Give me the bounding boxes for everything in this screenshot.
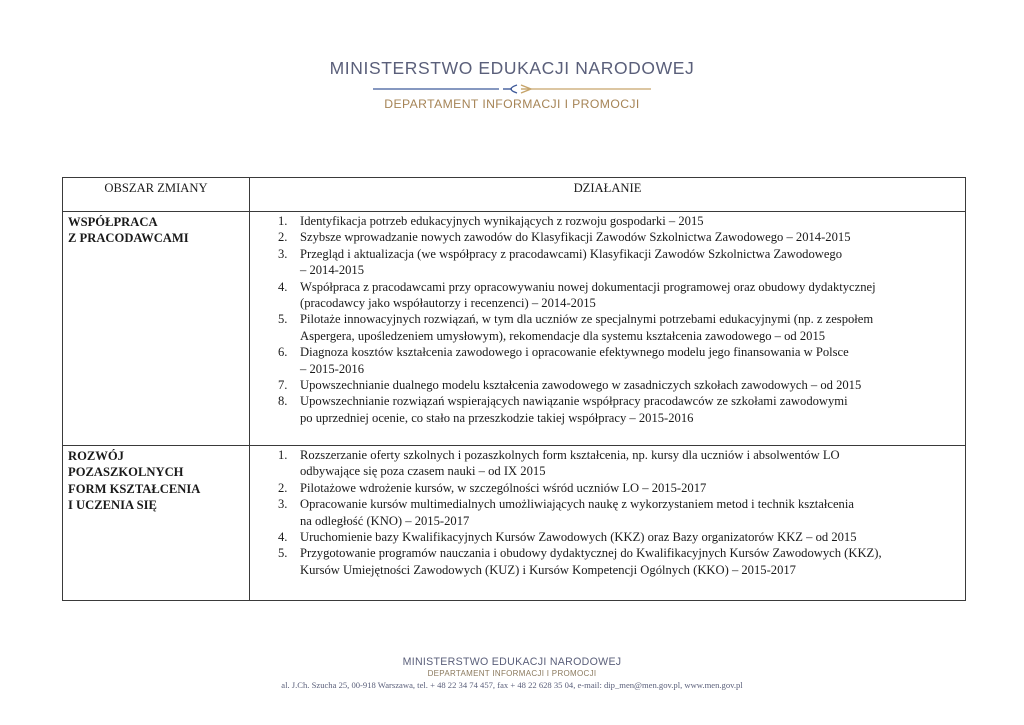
ornament-divider-icon — [371, 83, 653, 95]
area-line: WSPÓŁPRACA — [68, 215, 158, 229]
item-line: (pracodawcy jako współautorzy i recenzenci) – 2014-2015 — [300, 296, 596, 311]
table-row — [63, 446, 966, 601]
actions-cell — [250, 212, 966, 446]
header-area: OBSZAR ZMIANY — [63, 178, 250, 212]
list-item — [258, 480, 959, 496]
item-line: Diagnoza kosztów kształcenia zawodowego i opracowanie efektywnego modelu jego finansowania w Polsce — [300, 345, 849, 360]
item-number: 2. — [278, 230, 288, 245]
area-line: ROZWÓJ — [68, 449, 124, 463]
actions-cell — [250, 446, 966, 601]
item-line: Uruchomienie bazy Kwalifikacyjnych Kursów Zawodowych (KKZ) oraz Bazy organizatorów KKZ – od 2015 — [300, 530, 857, 545]
item-line: Upowszechnianie dualnego modelu kształcenia zawodowego w zasadniczych szkołach zawodowych – od 2015 — [300, 378, 862, 393]
list-item — [258, 311, 959, 344]
list-item — [258, 496, 959, 529]
item-number: 1. — [278, 214, 288, 228]
list-item — [258, 213, 959, 229]
item-number: 3. — [278, 497, 288, 512]
item-line: Opracowanie kursów multimedialnych umożliwiających naukę z wykorzystaniem metod i technik kształcenia — [300, 497, 854, 512]
item-line: Aspergera, upośledzeniem umysłowym), rekomendacje dla systemu kształcenia zawodowego – od 2015 — [300, 328, 826, 343]
area-line: Z PRACODAWCAMI — [68, 231, 189, 246]
list-item — [258, 447, 959, 480]
item-line: Kursów Umiejętności Zawodowych (KUZ) i Kursów Kompetencji Ogólnych (KKO) – 2015-2017 — [300, 562, 796, 577]
table-header-row — [63, 178, 966, 212]
item-line: Rozszerzanie oferty szkolnych i pozaszkolnych form kształcenia, np. kursy dla uczniów i absolwentów LO — [300, 448, 840, 462]
list-item — [258, 246, 959, 279]
list-item — [258, 377, 959, 393]
footer-title: MINISTERSTWO EDUKACJI NARODOWEJ — [402, 656, 622, 668]
item-line: Pilotaże innowacyjnych rozwiązań, w tym dla uczniów ze specjalnymi potrzebami edukacyjnymi (np. z zespołem — [300, 312, 874, 327]
action-list — [258, 447, 959, 578]
item-number: 1. — [278, 448, 288, 462]
item-line: Identyfikacja potrzeb edukacyjnych wynikających z rozwoju gospodarki – 2015 — [300, 214, 704, 228]
changes-table — [62, 177, 966, 601]
item-line: Szybsze wprowadzanie nowych zawodów do Klasyfikacji Zawodów Szkolnictwa Zawodowego – 2014-2015 — [300, 230, 851, 245]
item-number: 4. — [278, 530, 288, 545]
item-number: 6. — [278, 345, 288, 360]
item-number: 8. — [278, 394, 288, 409]
item-number: 7. — [278, 378, 288, 393]
list-item — [258, 344, 959, 377]
ministry-title: MINISTERSTWO EDUKACJI NARODOWEJ — [329, 58, 695, 78]
footer-address: al. J.Ch. Szucha 25, 00-918 Warszawa, tel. + 48 22 34 74 457, fax + 48 22 628 35 04, e-mail: dip_men@men.gov.pl, www.men.gov.pl — [281, 680, 743, 690]
list-item — [258, 279, 959, 312]
area-cell — [63, 212, 250, 446]
department-subtitle: DEPARTAMENT INFORMACJI I PROMOCJI — [384, 97, 640, 111]
item-line: – 2015-2016 — [300, 361, 365, 376]
item-line: Pilotażowe wdrożenie kursów, w szczególności wśród uczniów LO – 2015-2017 — [300, 480, 707, 495]
area-cell — [63, 446, 250, 601]
header-action: DZIAŁANIE — [250, 178, 966, 212]
letterhead — [0, 58, 1024, 111]
area-line: I UCZENIA SIĘ — [68, 498, 157, 513]
item-number: 3. — [278, 246, 288, 261]
footer-subtitle: DEPARTAMENT INFORMACJI I PROMOCJI — [427, 669, 597, 678]
item-line: Upowszechnianie rozwiązań wspierających nawiązanie współpracy pracodawców ze szkołami zawodowymi — [300, 394, 848, 409]
item-line: na odległość (KNO) – 2015-2017 — [300, 513, 470, 528]
list-item — [258, 529, 959, 545]
area-line: FORM KSZTAŁCENIA — [68, 481, 201, 496]
list-item — [258, 545, 959, 578]
item-line: odbywające się poza czasem nauki – od IX 2015 — [300, 464, 546, 479]
area-line: POZASZKOLNYCH — [68, 465, 184, 480]
item-number: 5. — [278, 312, 288, 327]
footer — [0, 656, 1024, 690]
list-item — [258, 393, 959, 426]
item-number: 2. — [278, 480, 288, 495]
item-line: Współpraca z pracodawcami przy opracowywaniu nowej dokumentacji programowej oraz obudowy dydaktycznej — [300, 279, 876, 294]
item-number: 5. — [278, 546, 288, 561]
item-line: po uprzedniej ocenie, co stało na przeszkodzie takiej współpracy – 2015-2016 — [300, 410, 694, 425]
action-list — [258, 213, 959, 426]
item-line: – 2014-2015 — [300, 263, 365, 278]
table-row — [63, 212, 966, 446]
item-line: Przygotowanie programów nauczania i obudowy dydaktycznej do Kwalifikacyjnych Kursów Zawodowych (KKZ), — [300, 546, 882, 561]
item-line: Przegląd i aktualizacja (we współpracy z pracodawcami) Klasyfikacji Zawodów Szkolnictwa Zawodowego — [300, 246, 843, 261]
list-item — [258, 229, 959, 245]
item-number: 4. — [278, 279, 288, 294]
